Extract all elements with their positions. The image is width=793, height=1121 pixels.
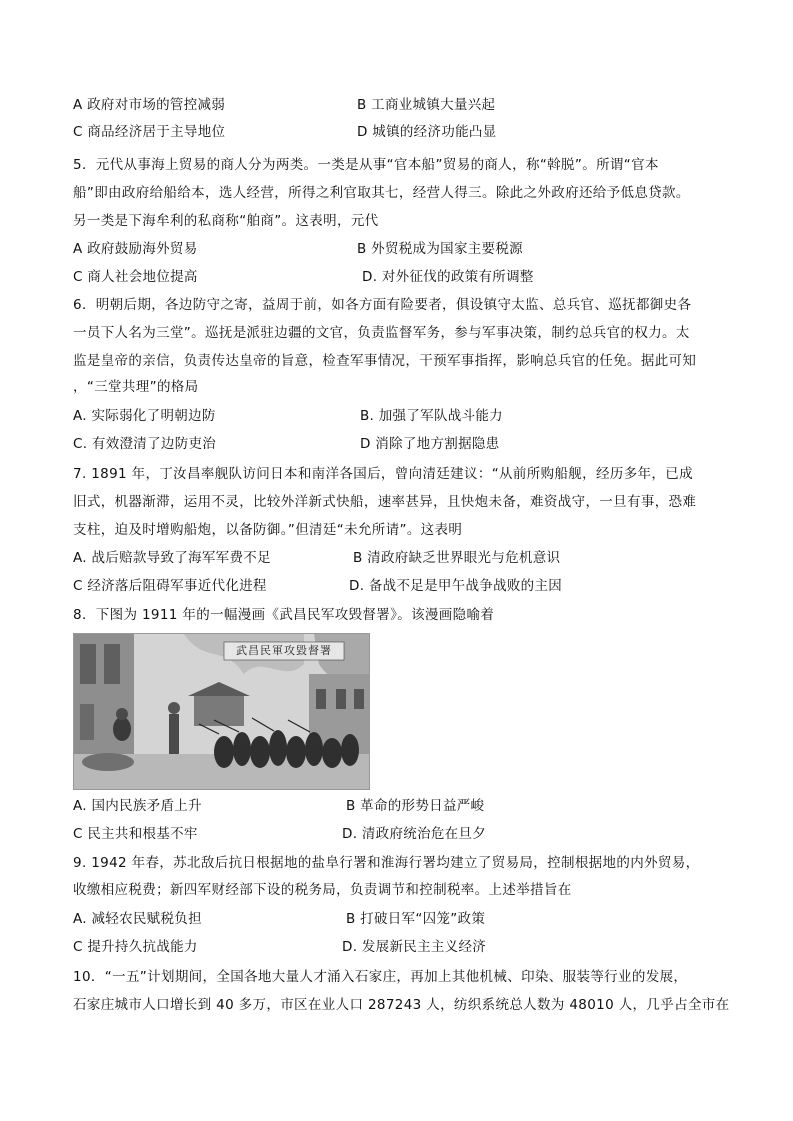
q7-stem-line-3: 支柱，迫及时增购船炮，以备防御。”但清廷“未允所请”。这表明 [73, 522, 463, 538]
cartoon-figure [73, 633, 370, 790]
q4-option-b: B 工商业城镇大量兴起 [357, 97, 496, 113]
q6-stem-line-2: 一员下人名为三堂”。巡抚是派驻边疆的文官，负责监督军务，参与军事决策，制约总兵官的权力。太 [73, 325, 690, 341]
q5-option-c: C 商人社会地位提高 [73, 269, 198, 285]
q4-option-d: D 城镇的经济功能凸显 [357, 124, 497, 140]
q7-stem-line-1: 7. 1891 年，丁汝昌率舰队访问日本和南洋各国后，曾向清廷建议：“从前所购船舰，经历多年，已成 [73, 466, 693, 482]
q10-stem-line-2: 石家庄城市人口增长到 40 多万，市区在业人口 287243 人，纺织系统总人数为 48010 人，几乎占全市在 [73, 997, 730, 1013]
q7-stem-line-2: 旧式，机器渐滞，运用不灵，比较外洋新式快船，速率甚异，且快炮未备，难资战守，一旦有事，恐难 [73, 494, 697, 510]
q6-option-a: A. 实际弱化了明朝边防 [73, 408, 216, 424]
q7-option-a: A. 战后赔款导致了海军军费不足 [73, 550, 271, 566]
q7-option-d: D. 备战不足是甲午战争战败的主因 [349, 578, 563, 594]
q9-stem-line-2: 收缴相应税费；新四军财经部下设的税务局，负责调节和控制税率。上述举措旨在 [73, 882, 572, 898]
q8-option-a: A. 国内民族矛盾上升 [73, 798, 202, 814]
q6-stem-line-3: 监是皇帝的亲信，负责传达皇帝的旨意，检查军事情况，干预军事指挥，影响总兵官的任免。据此可知 [73, 353, 697, 369]
q4-option-a: A 政府对市场的管控减弱 [73, 97, 226, 113]
cartoon-title-caption: 武昌民軍攻毀督署 [236, 644, 332, 657]
q5-option-d: D. 对外征伐的政策有所调整 [362, 269, 534, 285]
q5-option-b: B 外贸税成为国家主要税源 [357, 241, 523, 257]
q8-option-b: B 革命的形势日益严峻 [346, 798, 485, 814]
q7-option-c: C 经济落后阻碍军事近代化进程 [73, 578, 267, 594]
q6-option-b: B. 加强了军队战斗能力 [360, 408, 503, 424]
q9-stem-line-1: 9. 1942 年春，苏北敌后抗日根据地的盐阜行署和淮海行署均建立了贸易局，控制根据地的内外贸易， [73, 855, 700, 871]
q6-stem-line-4: ，“三堂共理”的格局 [73, 379, 199, 395]
q5-option-a: A 政府鼓励海外贸易 [73, 241, 198, 257]
q7-option-b: B 清政府缺乏世界眼光与危机意识 [353, 550, 561, 566]
q5-stem-line-2: 船”即由政府给船给本，选人经营，所得之利官取其七，经营人得三。除此之外政府还给予低息贷款。 [73, 185, 690, 201]
q9-option-b: B 打破日军“囚笼”政策 [346, 911, 486, 927]
q6-stem-line-1: 6．明朝后期，各边防守之寄，益周于前，如各方面有险要者，俱设镇守太监、总兵官、巡抚都御史各 [73, 297, 692, 313]
q6-option-d: D 消除了地方割据隐患 [360, 436, 500, 452]
q9-option-c: C 提升持久抗战能力 [73, 939, 198, 955]
q9-option-a: A. 减轻农民赋税负担 [73, 911, 202, 927]
q10-stem-line-1: 10．“一五”计划期间，全国各地大量人才涌入石家庄，再加上其他机械、印染、服装等行业的发展， [73, 969, 688, 985]
q9-option-d: D. 发展新民主主义经济 [342, 939, 487, 955]
q4-option-c: C 商品经济居于主导地位 [73, 124, 226, 140]
q8-stem-line-1: 8．下图为 1911 年的一幅漫画《武昌民军攻毁督署》。该漫画隐喻着 [73, 607, 495, 623]
q5-stem-line-3: 另一类是下海牟利的私商称“舶商”。这表明，元代 [73, 213, 379, 229]
q8-option-d: D. 清政府统治危在旦夕 [342, 826, 487, 842]
q6-option-c: C. 有效澄清了边防吏治 [73, 436, 217, 452]
q8-option-c: C 民主共和根基不牢 [73, 826, 198, 842]
q5-stem-line-1: 5．元代从事海上贸易的商人分为两类。一类是从事“官本船”贸易的商人，称“斡脱”。所谓“官本 [73, 157, 659, 173]
